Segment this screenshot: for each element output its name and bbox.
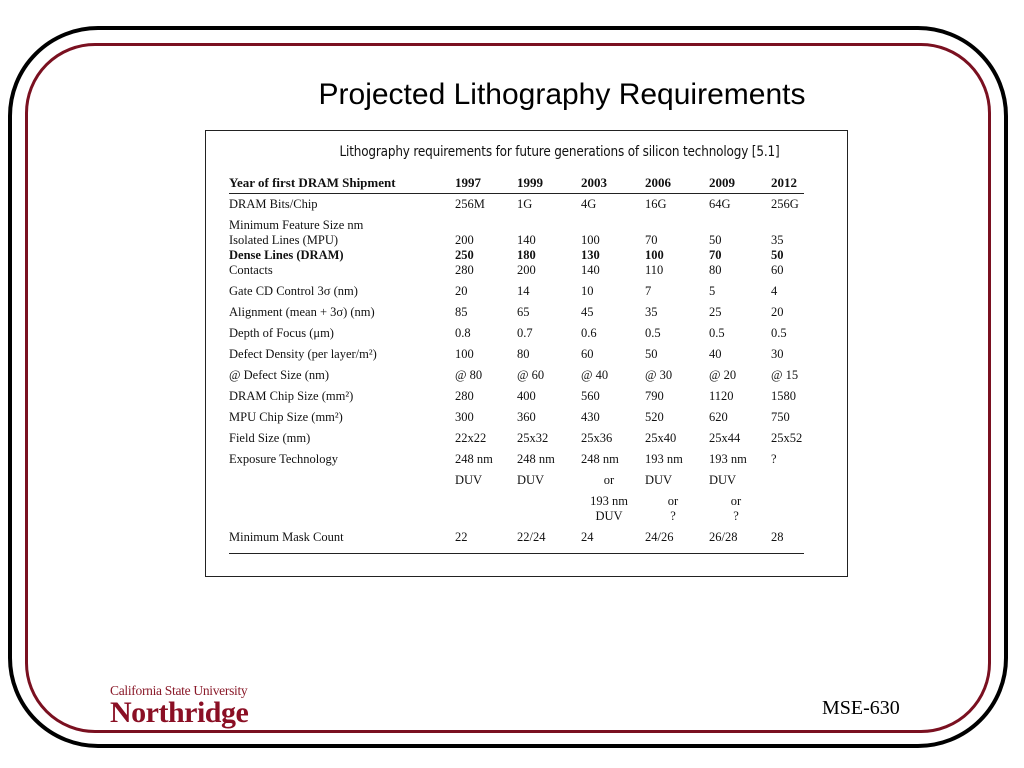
year-header: 2009 [705, 173, 767, 194]
table-cell: @ 20 [709, 368, 737, 382]
table-cell: 35 [771, 233, 784, 247]
table-row [229, 341, 804, 362]
table-cell: 1580 [771, 389, 796, 403]
table-row [229, 320, 804, 341]
table-cell: 100 [455, 347, 474, 361]
table-cell: @ 15 [771, 368, 799, 382]
row-label: MPU Chip Size (mm²) [229, 410, 343, 424]
table-cell [767, 467, 804, 488]
table-cell: 4 [771, 284, 778, 298]
table-row [229, 299, 804, 320]
table-cell: 300 [455, 410, 474, 424]
table-cell: 16G [645, 197, 667, 211]
table-row [229, 278, 804, 299]
table-cell: 22/24 [513, 524, 577, 554]
table-cell: 200 [517, 263, 536, 277]
table-cell: 248 nm [581, 452, 619, 466]
year-header: 2003 [577, 173, 641, 194]
table-cell [513, 488, 577, 509]
table-header-row [229, 173, 804, 194]
table-cell: 140 [517, 233, 536, 247]
table-cell: 25x40 [645, 431, 677, 445]
table-cell: or [730, 494, 742, 508]
table-cell: 0.7 [517, 326, 533, 340]
table-cell: 5 [709, 284, 716, 298]
table-cell: 4G [581, 197, 597, 211]
row-label [229, 488, 451, 509]
table-row [229, 248, 804, 263]
university-logo [110, 684, 270, 728]
table-cell: 22x22 [455, 431, 487, 445]
table-cell: 70 [645, 233, 658, 247]
table-cell: 248 nm [455, 452, 493, 466]
table-row [229, 383, 804, 404]
table-cell: 0.5 [709, 326, 725, 340]
logo-campus-name: Northridge [110, 696, 249, 729]
table-row [229, 263, 804, 278]
table-cell: 256G [771, 197, 799, 211]
row-label: Alignment (mean + 3σ) (nm) [229, 305, 375, 319]
table-cell: 70 [709, 248, 722, 262]
table-cell: @ 60 [517, 368, 545, 382]
table-cell [767, 509, 804, 524]
row-label: Minimum Feature Size nm [229, 218, 364, 232]
table-cell: 45 [581, 305, 594, 319]
row-label: Contacts [229, 263, 273, 277]
table-cell: 65 [517, 305, 530, 319]
table-cell: 64G [709, 197, 731, 211]
scanned-table-image [205, 130, 848, 577]
table-cell: 100 [645, 248, 664, 262]
table-cell: 28 [767, 524, 804, 554]
table-cell: 200 [455, 233, 474, 247]
row-label: Depth of Focus (μm) [229, 326, 334, 340]
table-row [229, 446, 804, 467]
table-row [229, 488, 804, 509]
row-label: DRAM Bits/Chip [229, 197, 318, 211]
table-row [229, 509, 804, 524]
table-cell: 25x44 [709, 431, 741, 445]
table-cell [451, 509, 513, 524]
table-cell: 14 [517, 284, 530, 298]
table-cell: 26/28 [705, 524, 767, 554]
row-label: Defect Density (per layer/m²) [229, 347, 377, 361]
table-cell: 60 [581, 347, 594, 361]
table-cell: 1120 [709, 389, 734, 403]
table-cell: 50 [645, 347, 658, 361]
table-cell: 110 [645, 263, 664, 277]
table-cell: 25 [709, 305, 722, 319]
year-header: 1999 [513, 173, 577, 194]
year-header: 1997 [451, 173, 513, 194]
table-cell: 10 [581, 284, 594, 298]
table-cell: 248 nm [517, 452, 555, 466]
table-cell: 80 [709, 263, 722, 277]
table-cell: 193 nm [645, 452, 683, 466]
table-cell: 256M [455, 197, 485, 211]
table-cell: @ 40 [581, 368, 609, 382]
table-row [229, 212, 804, 233]
table-cell: 60 [771, 263, 784, 277]
table-cell: 750 [771, 410, 790, 424]
table-cell: 25x52 [771, 431, 803, 445]
table-cell: 520 [645, 410, 664, 424]
table-cell: 25x36 [581, 431, 613, 445]
table-cell: or [667, 494, 679, 508]
table-cell: 80 [517, 347, 530, 361]
row-label: Exposure Technology [229, 452, 338, 466]
row-label [229, 509, 451, 524]
table-row [229, 233, 804, 248]
table-cell: 30 [771, 347, 784, 361]
table-cell: 790 [645, 389, 664, 403]
table-cell: DUV [455, 473, 483, 487]
table-cell: 130 [581, 248, 600, 262]
header-label: Year of first DRAM Shipment [229, 173, 451, 194]
table-cell: 25x32 [517, 431, 549, 445]
table-cell: DUV [595, 509, 623, 523]
slide-title: Projected Lithography Requirements [318, 78, 806, 111]
row-label: DRAM Chip Size (mm²) [229, 389, 354, 403]
table-cell: DUV [517, 473, 545, 487]
year-header: 2006 [641, 173, 705, 194]
table-cell: 360 [517, 410, 536, 424]
table-cell: 430 [581, 410, 600, 424]
year-header: 2012 [767, 173, 804, 194]
course-code: MSE-630 [822, 697, 900, 719]
table-cell: 250 [455, 248, 474, 262]
lithography-table [229, 173, 804, 554]
table-cell: 1G [517, 197, 533, 211]
table-cell: 0.5 [771, 326, 787, 340]
table-cell: ? [670, 509, 676, 523]
table-cell: 0.6 [581, 326, 597, 340]
table-cell [513, 509, 577, 524]
row-label: Minimum Mask Count [229, 524, 451, 554]
table-cell: or [603, 473, 615, 487]
table-cell: DUV [709, 473, 737, 487]
table-cell: 22 [451, 524, 513, 554]
table-cell: 50 [709, 233, 722, 247]
table-cell: @ 30 [645, 368, 673, 382]
table-cell: 0.5 [645, 326, 661, 340]
table-cell: 35 [645, 305, 658, 319]
table-cell: 85 [455, 305, 468, 319]
table-row [229, 467, 804, 488]
table-cell: 193 nm [709, 452, 747, 466]
row-label [229, 467, 451, 488]
table-row [229, 194, 804, 213]
table-cell [451, 488, 513, 509]
table-cell: 620 [709, 410, 728, 424]
table-row [229, 404, 804, 425]
table-cell: 20 [771, 305, 784, 319]
table-cell [767, 488, 804, 509]
table-cell: 193 nm [590, 494, 628, 508]
table-caption: Lithography requirements for future generations of silicon technology [5.1] [339, 144, 780, 160]
table-row [229, 524, 804, 554]
logo-university-line: California State University [110, 683, 248, 698]
row-label: Field Size (mm) [229, 431, 311, 445]
table-cell: 560 [581, 389, 600, 403]
table-cell: 40 [709, 347, 722, 361]
row-label: Gate CD Control 3σ (nm) [229, 284, 358, 298]
table-cell: 400 [517, 389, 536, 403]
table-cell: 100 [581, 233, 600, 247]
table-cell: 180 [517, 248, 536, 262]
table-cell: 280 [455, 389, 474, 403]
table-cell: 7 [645, 284, 652, 298]
table-cell: 24 [577, 524, 641, 554]
table-row [229, 425, 804, 446]
table-row [229, 362, 804, 383]
row-label: Isolated Lines (MPU) [229, 233, 339, 247]
table-cell: 280 [455, 263, 474, 277]
table-cell: 20 [455, 284, 468, 298]
table-cell: DUV [645, 473, 673, 487]
table-cell: @ 80 [455, 368, 483, 382]
row-label: Dense Lines (DRAM) [229, 248, 344, 262]
table-cell: 24/26 [641, 524, 705, 554]
row-label: @ Defect Size (nm) [229, 368, 330, 382]
table-cell: 140 [581, 263, 600, 277]
table-cell: 0.8 [455, 326, 471, 340]
table-cell: ? [733, 509, 739, 523]
table-cell: ? [771, 452, 777, 466]
table-cell: 50 [771, 248, 784, 262]
